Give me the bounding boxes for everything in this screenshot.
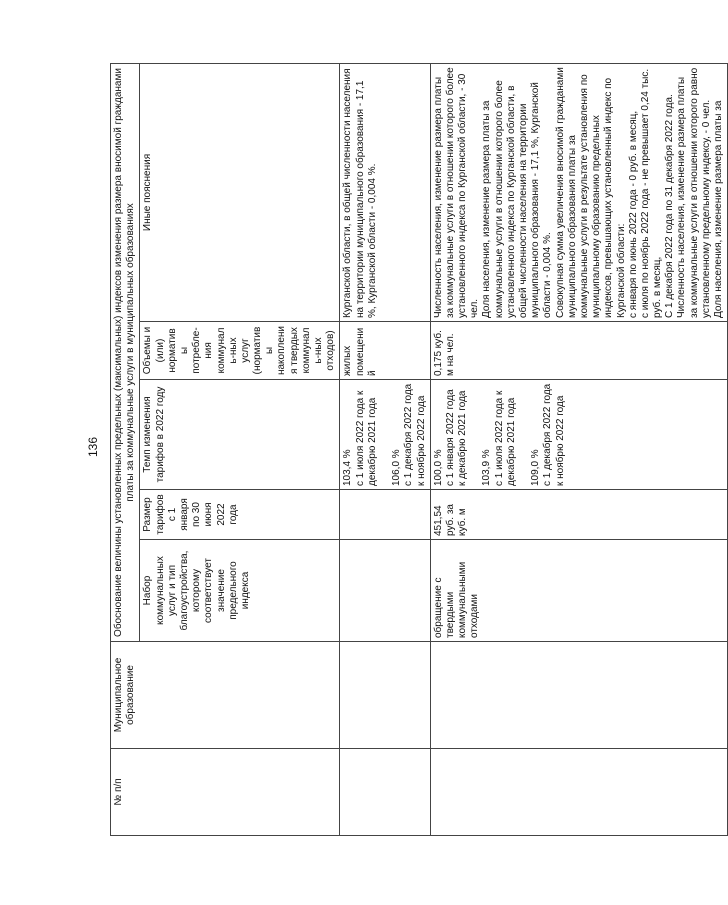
header-notes: Иные пояснения [140,63,340,321]
header-set-services: Набор коммунальных услуг и тип благоустройства, которому соответствует значение предельного индекса [140,540,340,642]
cell-growth-rate: 100,0 % с 1 января 2022 года к декабрю 2021 года 103,9 % с 1 июля 2022 года к декабрю 2021 года 109,0 % с 1 декабря 2022 года к ноябрю 2022 года [430,380,728,490]
header-growth-rate: Темп изменения тарифов в 2022 году [140,380,340,490]
table-header-row [111,63,140,835]
cell-volume: 0,175 куб. м на чел. [430,322,728,380]
header-municipality: Муниципальное образование [111,642,340,749]
cell-municipality [430,642,728,749]
cell-notes: Численность населения, изменение размера платы за коммунальные услуги в отношении которого более установленного индекса по Курганской области, - 30 чел. Доля населения, изменение размера платы за коммунальные услуги в отношении которого более установленного индекса по Курганской области, в общей численности населения на территории муниципального образования - 17,1 %, Курганской области - 0,004 %. Совокупная сумма увеличения вносимой гражданами муниципального образования платы за коммунальные услуги в результате установления по муниципальному образованию предельных индексов, превышающих установленный индекс по Курганской области: с января по июнь 2022 года - 0 руб. в месяц, с июля по ноябрь 2022 года - не превышает 0,24 тыс. руб. в месяц, С 1 декабря 2022 года по 31 декабря 2022 года. Численность населения, изменение размера платы за коммунальные услуги в отношении которого равно установленному предельному индексу, - 0 чел. Доля населения, изменение размера платы за [430,63,728,321]
cell-volume: жилых помещений [340,322,430,380]
cell-growth-rate: 103,4 % с 1 июля 2022 года к декабрю 2021 года 106,0 % с 1 декабря 2022 года к ноябрю 2022 года [340,380,430,490]
table-row [340,63,430,835]
cell-municipality [340,642,430,749]
header-num: № п/п [111,749,340,836]
cell-num [430,749,728,836]
cell-tariff [340,490,430,540]
page-number: 136 [86,436,100,457]
cell-num [340,749,430,836]
header-tariff-size: Размер тарифов с 1 января по 30 июня 2022 года [140,490,340,540]
table-row [430,63,728,835]
cell-services: обращение с твердыми коммунальными отходами [430,540,728,642]
rotated-table-sheet [110,64,724,836]
tariff-justification-table [110,63,728,836]
cell-tariff: 451,54 руб. за куб. м [430,490,728,540]
cell-notes: Курганской области, в общей численности населения на территории муниципального образования - 17,1 %, Курганской области - 0,004 %. [340,63,430,321]
header-justification: Обоснование величины установленных предельных (максимальных) индексов изменения размера вносимой гражданами платы за коммунальные услуги в муниципальных образованиях [111,63,140,641]
cell-services [340,540,430,642]
header-volumes: Объемы и (или) нормативы потребле-ния коммуналь-ных услуг (нормативы накопления твердых коммуналь-ных отходов) [140,322,340,380]
